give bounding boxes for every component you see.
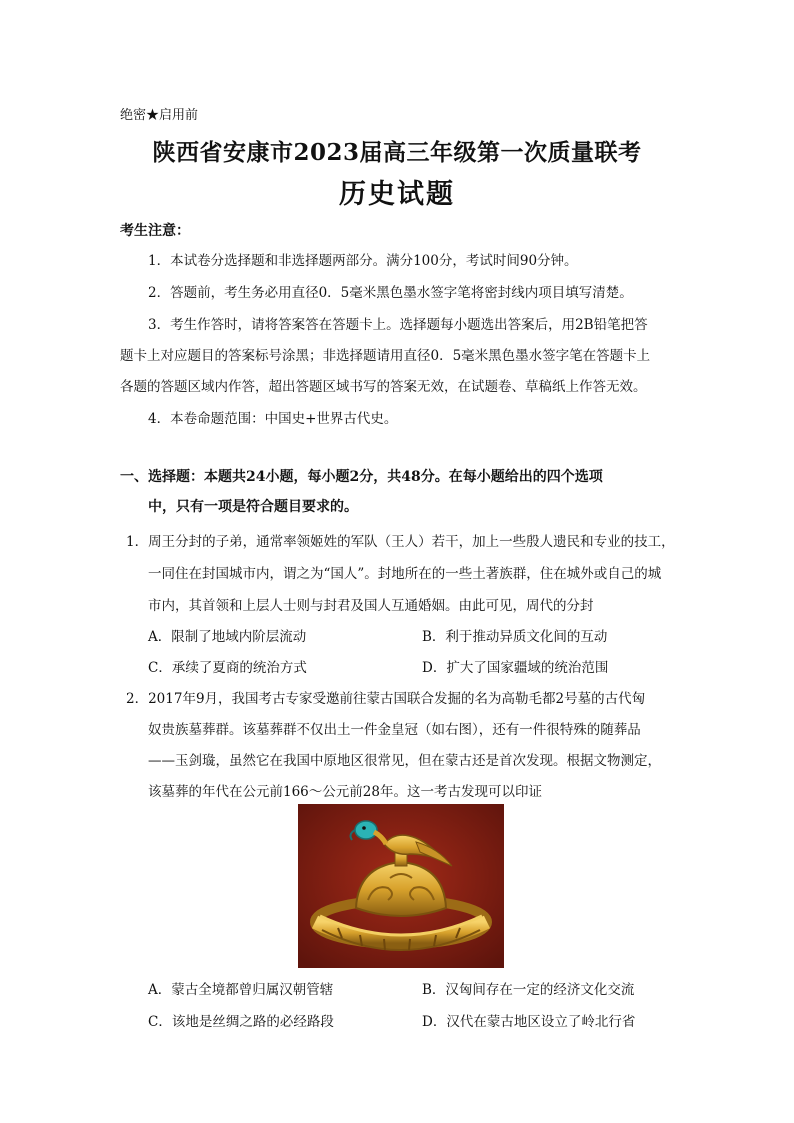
confidential-label: 绝密★启用前 [120, 108, 199, 123]
q2-option-b: B．汉匈间存在一定的经济文化交流 [422, 982, 635, 998]
notice-item-1: 1．本试卷分选择题和非选择题两部分。满分100分，考试时间90分钟。 [148, 253, 578, 269]
notice-heading: 考生注意： [120, 223, 190, 239]
q2-option-d: D．汉代在蒙古地区设立了岭北行省 [422, 1014, 636, 1030]
q2-option-c: C．该地是丝绸之路的必经路段 [148, 1014, 334, 1030]
subject-title: 历史试题 [339, 179, 455, 210]
notice-item-4: 4．本卷命题范围：中国史+世界古代史。 [148, 411, 398, 427]
q1-option-b: B．利于推动异质文化间的互动 [422, 629, 608, 645]
notice-item-2: 2．答题前，考生务必用直径0．5毫米黑色墨水签字笔将密封线内项目填写清楚。 [148, 285, 633, 301]
q1-option-c: C．承续了夏商的统治方式 [148, 660, 307, 676]
notice-item-3-cont-2: 各题的答题区域内作答，超出答题区域书写的答案无效，在试题卷、草稿纸上作答无效。 [120, 379, 647, 395]
gold-crown-image [298, 804, 504, 968]
q2-stem-line-1: 2．2017年9月，我国考古专家受邀前往蒙古国联合发掘的名为高勒毛都2号墓的古代匈 [126, 691, 646, 707]
q2-stem-line-2: 奴贵族墓葬群。该墓葬群不仅出土一件金皇冠（如右图），还有一件很特殊的随葬品 [148, 722, 641, 738]
section-heading-line-1: 一、选择题：本题共24小题，每小题2分，共48分。在每小题给出的四个选项 [120, 469, 603, 485]
q2-stem-line-4: 该墓葬的年代在公元前166～公元前28年。这一考古发现可以印证 [148, 784, 542, 800]
q2-stem-line-3: ——玉剑璏，虽然它在我国中原地区很常见，但在蒙古还是首次发现。根据文物测定， [148, 753, 661, 769]
q1-option-d: D．扩大了国家疆域的统治范围 [422, 660, 609, 676]
section-heading-line-2: 中，只有一项是符合题目要求的。 [148, 499, 358, 515]
q1-stem-line-3: 市内，其首领和上层人士则与封君及国人互通婚姻。由此可见，周代的分封 [148, 598, 594, 614]
q1-option-a: A．限制了地域内阶层流动 [148, 629, 307, 645]
notice-item-3: 3．考生作答时，请将答案答在答题卡上。选择题每小题选出答案后，用2B铅笔把答 [148, 317, 648, 333]
exam-title: 陕西省安康市2023届高三年级第一次质量联考 [152, 139, 642, 166]
q1-stem-line-2: 一同住在封国城市内，谓之为“国人”。封地所在的一些土著族群，住在城外或自己的城 [148, 566, 662, 582]
q1-stem-line-1: 1．周王分封的子弟，通常率领姬姓的军队（王人）若干，加上一些殷人遗民和专业的技工， [126, 534, 675, 550]
notice-item-3-cont-1: 题卡上对应题目的答案标号涂黑；非选择题请用直径0．5毫米黑色墨水签字笔在答题卡上 [120, 348, 651, 364]
q2-option-a: A．蒙古全境都曾归属汉朝管辖 [148, 982, 334, 998]
